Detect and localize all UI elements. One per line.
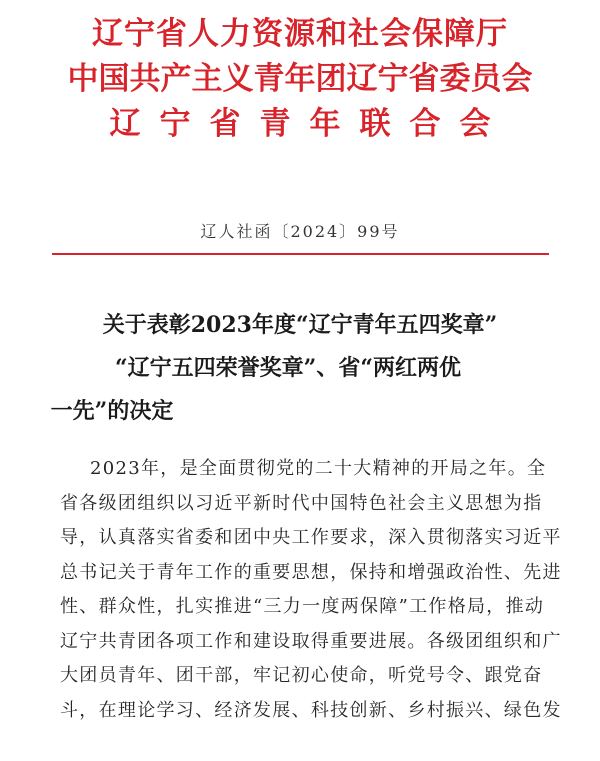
body-line: 辽宁共青团各项工作和建设取得重要进展。各级团组织和广 [60,630,562,652]
body-line: 省各级团组织以习近平新时代中国特色社会主义思想为指 [60,492,543,514]
issuer-name: 辽宁省人力资源和社会保障厅 [92,16,508,52]
document-number: 辽人社函〔2024〕99号 [200,222,400,241]
red-divider [52,253,549,255]
issuer-name: 辽宁省青年联合会 [109,106,510,142]
body-line: 斗，在理论学习、经济发展、科技创新、乡村振兴、绿色发 [60,699,562,721]
body-line: 导，认真落实省委和团中央工作要求，深入贯彻落实习近平 [60,527,562,548]
body-line: 性、群众性，扎实推进“三力一度两保障”工作格局，推动 [60,596,545,617]
body-line: 总书记关于青年工作的重要思想，保持和增强政治性、先进 [60,561,562,583]
document-title-line: 一先”的决定 [50,398,174,424]
body-paragraph [60,452,562,728]
document-title-line: 关于表彰2023年度“辽宁青年五四奖章” [102,312,498,338]
body-line: 2023年，是全面贯彻党的二十大精神的开局之年。全 [90,458,547,479]
body-line: 大团员青年、团干部，牢记初心使命，听党号令、跟党奋 [60,665,543,686]
document-title-line: “辽宁五四荣誉奖章”、省“两红两优 [115,355,461,381]
issuer-name: 中国共产主义青年团辽宁省委员会 [67,61,533,97]
